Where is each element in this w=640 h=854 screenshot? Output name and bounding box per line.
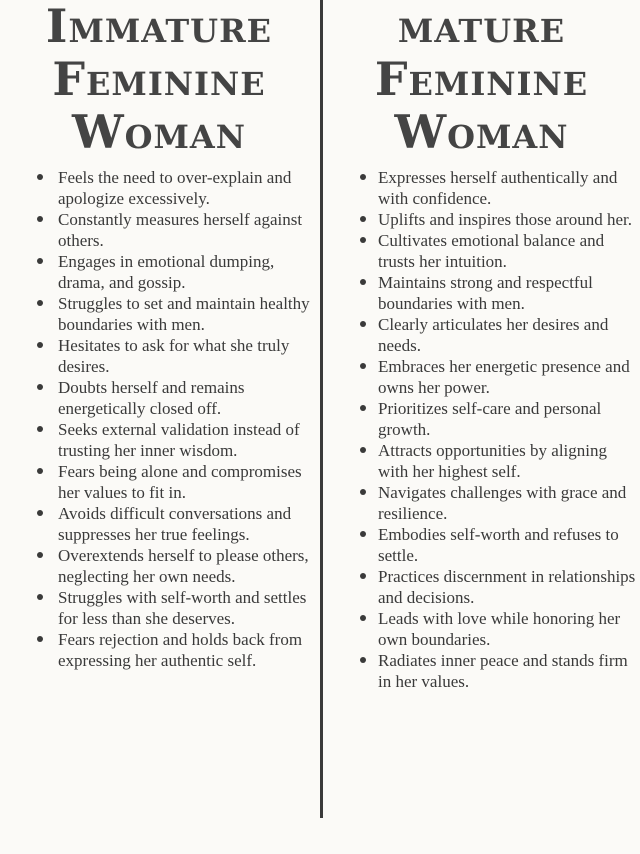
trait-text: Seeks external validation instead of trusting her inner wisdom. bbox=[58, 420, 300, 460]
list-item bbox=[378, 272, 640, 314]
bullet-icon bbox=[360, 615, 366, 621]
trait-text: Fears being alone and compromises her values to fit in. bbox=[58, 462, 302, 502]
list-item bbox=[378, 209, 640, 230]
trait-text: Avoids difficult conversations and suppresses her true feelings. bbox=[58, 504, 292, 544]
bullet-icon bbox=[37, 384, 43, 390]
trait-text: Embraces her energetic presence and owns her power. bbox=[378, 357, 630, 397]
bullet-icon bbox=[360, 489, 366, 495]
bullet-icon bbox=[360, 363, 366, 369]
bullet-icon bbox=[37, 552, 43, 558]
list-item bbox=[58, 545, 314, 587]
bullet-icon bbox=[37, 426, 43, 432]
trait-text: Feels the need to over-explain and apologize excessively. bbox=[58, 168, 292, 208]
trait-text: Practices discernment in relationships and decisions. bbox=[378, 567, 636, 607]
mature-traits-list bbox=[378, 167, 640, 692]
bullet-icon bbox=[37, 216, 43, 222]
bullet-icon bbox=[360, 174, 366, 180]
title-line: Feminine bbox=[52, 52, 266, 106]
bullet-icon bbox=[360, 531, 366, 537]
bullet-icon bbox=[360, 573, 366, 579]
bullet-icon bbox=[37, 468, 43, 474]
trait-text: Uplifts and inspires those around her. bbox=[378, 210, 633, 229]
list-item bbox=[378, 230, 640, 272]
bullet-icon bbox=[37, 594, 43, 600]
bullet-icon bbox=[360, 405, 366, 411]
list-item bbox=[58, 629, 314, 671]
list-item bbox=[378, 650, 640, 692]
bullet-icon bbox=[37, 258, 43, 264]
list-item bbox=[378, 566, 640, 608]
list-item bbox=[58, 419, 314, 461]
bullet-icon bbox=[360, 237, 366, 243]
bullet-icon bbox=[37, 300, 43, 306]
bullet-icon bbox=[360, 657, 366, 663]
title-line: mature bbox=[397, 0, 566, 53]
trait-text: Cultivates emotional balance and trusts her intuition. bbox=[378, 231, 605, 271]
list-item bbox=[58, 503, 314, 545]
trait-text: Hesitates to ask for what she truly desires. bbox=[58, 336, 290, 376]
trait-text: Struggles to set and maintain healthy boundaries with men. bbox=[58, 294, 310, 334]
bullet-icon bbox=[360, 321, 366, 327]
list-item bbox=[58, 209, 314, 251]
bullet-icon bbox=[37, 510, 43, 516]
title-line: Woman bbox=[71, 105, 247, 159]
trait-text: Leads with love while honoring her own boundaries. bbox=[378, 609, 621, 649]
list-item bbox=[378, 482, 640, 524]
trait-text: Struggles with self-worth and settles for less than she deserves. bbox=[58, 588, 307, 628]
list-item bbox=[58, 293, 314, 335]
list-item bbox=[58, 251, 314, 293]
trait-text: Navigates challenges with grace and resilience. bbox=[378, 483, 627, 523]
list-item bbox=[58, 587, 314, 629]
trait-text: Embodies self-worth and refuses to settle. bbox=[378, 525, 619, 565]
trait-text: Maintains strong and respectful boundaries with men. bbox=[378, 273, 593, 313]
trait-text: Clearly articulates her desires and needs. bbox=[378, 315, 609, 355]
bullet-icon bbox=[37, 342, 43, 348]
trait-text: Engages in emotional dumping, drama, and gossip. bbox=[58, 252, 275, 292]
immature-column bbox=[0, 0, 318, 670]
bullet-icon bbox=[37, 636, 43, 642]
immature-traits-list bbox=[58, 167, 314, 671]
trait-text: Fears rejection and holds back from expressing her authentic self. bbox=[58, 630, 303, 670]
list-item bbox=[378, 356, 640, 398]
list-item bbox=[378, 398, 640, 440]
bullet-icon bbox=[360, 216, 366, 222]
title-line: Immature bbox=[45, 0, 273, 53]
trait-text: Radiates inner peace and stands firm in her values. bbox=[378, 651, 628, 691]
immature-title bbox=[0, 0, 318, 159]
list-item bbox=[58, 335, 314, 377]
list-item bbox=[378, 608, 640, 650]
trait-text: Constantly measures herself against others. bbox=[58, 210, 303, 250]
list-item bbox=[58, 167, 314, 209]
list-item bbox=[378, 524, 640, 566]
list-item bbox=[378, 167, 640, 209]
bullet-icon bbox=[37, 174, 43, 180]
bullet-icon bbox=[360, 447, 366, 453]
bullet-icon bbox=[360, 279, 366, 285]
trait-text: Expresses herself authentically and with confidence. bbox=[378, 168, 618, 208]
trait-text: Prioritizes self-care and personal growth. bbox=[378, 399, 602, 439]
list-item bbox=[378, 314, 640, 356]
title-line: Woman bbox=[394, 105, 569, 159]
title-line: Feminine bbox=[374, 52, 589, 106]
trait-text: Overextends herself to please others, neglecting her own needs. bbox=[58, 546, 309, 586]
mature-column bbox=[323, 0, 640, 691]
list-item bbox=[58, 377, 314, 419]
mature-title bbox=[323, 0, 640, 159]
trait-text: Attracts opportunities by aligning with her highest self. bbox=[378, 441, 607, 481]
list-item bbox=[378, 440, 640, 482]
trait-text: Doubts herself and remains energetically closed off. bbox=[58, 378, 245, 418]
list-item bbox=[58, 461, 314, 503]
